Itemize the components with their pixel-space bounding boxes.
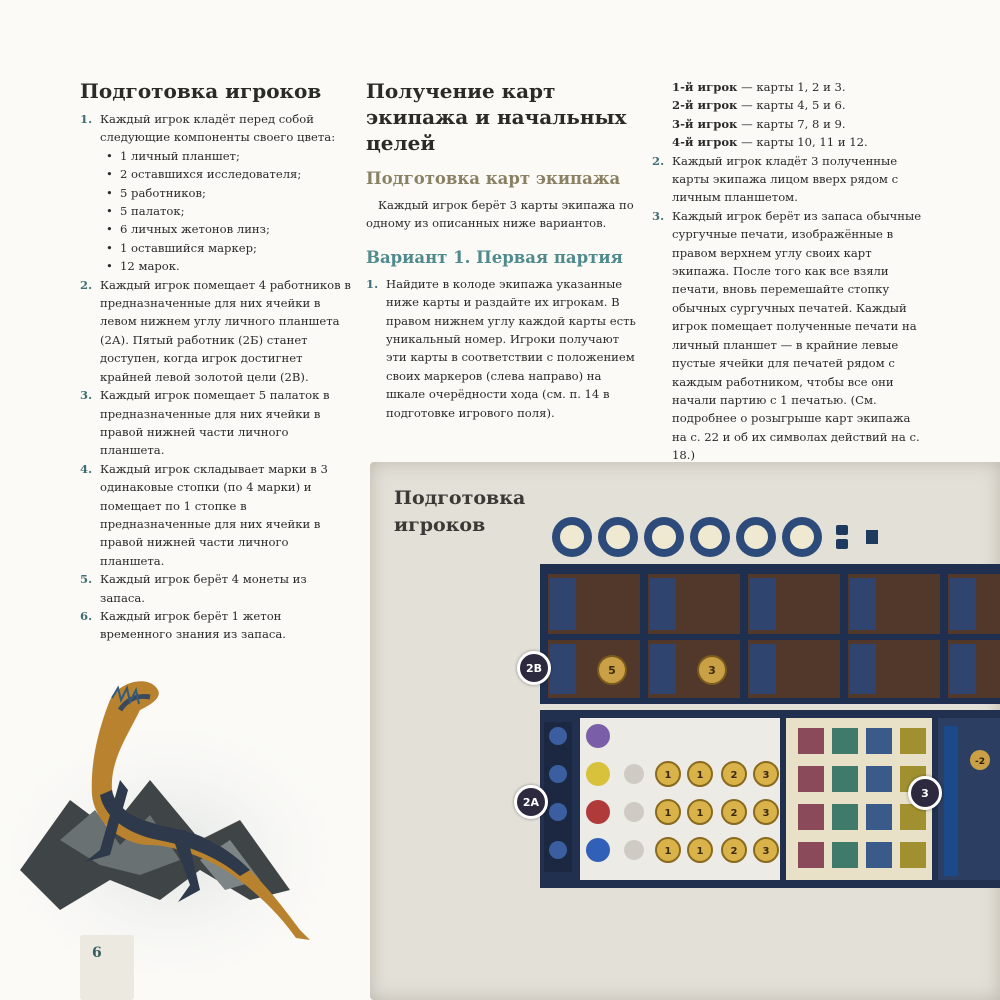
column-crew-cards — [366, 78, 638, 422]
variant-title: Вариант 1. Первая партия — [366, 247, 623, 267]
step-text: Каждый игрок помещает 5 палаток в предназначенные для них ячейки в правой нижней части личного планшета. — [100, 388, 330, 458]
cards-text: — карты 4, 5 и 6. — [737, 98, 846, 113]
step-text: Каждый игрок помещает 4 работников в предназначенные для них ячейки в левом нижнем углу личного планшета (2А). Пятый работник (2Б) станет доступен, когда игрок достигнет крайней левой золотой цели (2В). — [100, 277, 351, 384]
callout-2v-badge: 2В — [517, 651, 551, 685]
components-list — [100, 147, 352, 276]
step-number: 2. — [80, 277, 93, 292]
step-number: 1. — [366, 276, 379, 291]
list-item — [80, 276, 352, 386]
player-board-illustration — [540, 560, 1000, 890]
setup-steps-list — [80, 110, 352, 644]
step-text: Каждый игрок складывает марки в 3 одинаковые стопки (по 4 марки) и помещает по 1 стопке в предназначенные для них ячейки в правой нижней части личного планшета. — [100, 461, 328, 568]
cards-text: — карты 10, 11 и 12. — [737, 135, 868, 150]
step-number: 3. — [652, 208, 665, 223]
bullet-item: • 5 палаток; — [104, 202, 352, 220]
cards-text: — карты 7, 8 и 9. — [737, 116, 846, 131]
player-label: 1-й игрок — [672, 80, 738, 94]
lens-token-row — [548, 514, 888, 560]
player-label: 3-й игрок — [672, 116, 738, 131]
side-value: -2 — [975, 757, 985, 767]
cards-text: — карты 1, 2 и 3. — [737, 80, 846, 94]
coin-value: 3 — [762, 808, 770, 819]
dragon-illustration — [0, 640, 360, 980]
list-item — [80, 460, 352, 570]
bullet-item: • 6 личных жетонов линз; — [104, 220, 352, 238]
step-number: 3. — [80, 388, 93, 403]
step-text: Каждый игрок берёт 4 монеты из запаса. — [100, 572, 307, 605]
callout-3-badge: 3 — [908, 776, 942, 810]
goal-value: 3 — [708, 664, 716, 677]
coin-value: 3 — [762, 770, 770, 781]
card-assignment-line — [672, 78, 924, 96]
intro-paragraph: Каждый игрок берёт 3 карты экипажа по одному из описанных ниже вариантов. — [366, 198, 634, 231]
step-number: 4. — [80, 461, 93, 476]
crew-steps-list — [652, 152, 924, 465]
list-item — [80, 110, 352, 276]
list-item — [366, 275, 638, 422]
list-item — [652, 207, 924, 465]
coin-value: 1 — [664, 808, 672, 819]
list-item — [652, 152, 924, 207]
coin-value: 1 — [664, 846, 672, 857]
page-number: 6 — [92, 945, 102, 961]
player-label: 2-й игрок — [672, 98, 738, 113]
variant-steps-list — [366, 275, 638, 422]
step-text: Каждый игрок берёт 1 жетон временного знания из запаса. — [100, 608, 286, 642]
bullet-item: • 1 оставшийся маркер; — [104, 239, 352, 257]
coin-value: 1 — [696, 770, 704, 781]
card-assignment-line — [672, 115, 924, 133]
step-number: 2. — [652, 153, 665, 168]
step-text: Каждый игрок кладёт перед собой следующие компоненты своего цвета: — [100, 112, 336, 145]
card-assignment-line — [672, 133, 924, 151]
card-assignment-line — [672, 96, 924, 114]
step-number: 6. — [80, 608, 93, 623]
list-item — [80, 386, 352, 460]
coin-value: 1 — [696, 846, 704, 857]
column-player-setup — [80, 78, 352, 644]
bullet-item: • 2 оставшихся исследователя; — [104, 165, 352, 183]
subsection-title: Подготовка карт экипажа — [366, 169, 621, 188]
card-assignments — [652, 78, 924, 152]
step-number: 5. — [80, 572, 93, 587]
bullet-item: • 5 работников; — [104, 184, 352, 202]
step-text: Каждый игрок берёт из запаса обычные сургучные печати, изображённые в правом верхнем углу своих карт экипажа. После того как все взяли печати, вновь перемешайте стопку обычных сургучных печатей. Каждый игрок помещает полученные печати на личный планшет — в крайние левые пустые ячейки для печатей рядом с каждым работником, чтобы все они начали партию с 1 печатью. (См. подробнее о розыгрыше карт экипажа на с. 22 и об их символах действий на с. 18.) — [672, 208, 922, 463]
list-item — [80, 570, 352, 607]
coin-value: 3 — [762, 846, 770, 857]
section-title: Подготовка игроков — [80, 79, 322, 103]
coin-value: 2 — [730, 770, 738, 781]
step-text: Каждый игрок кладёт 3 полученные карты экипажа лицом вверх рядом с личным планшетом. — [672, 153, 899, 205]
callout-2a-badge: 2А — [514, 785, 548, 819]
coin-value: 1 — [696, 808, 704, 819]
column-crew-continued — [652, 78, 924, 465]
list-item — [80, 607, 352, 644]
player-label: 4-й игрок — [672, 135, 738, 150]
coin-value: 2 — [730, 846, 738, 857]
coin-value: 1 — [664, 770, 672, 781]
page-number-tab — [80, 935, 134, 1000]
coin-value: 2 — [730, 808, 738, 819]
step-number: 1. — [80, 112, 93, 126]
step-text: Найдите в колоде экипажа указанные ниже карты и раздайте их игрокам. В правом нижнем углу каждой карты есть уникальный номер. Игроки получают эти карты в соответствии с положением своих маркеров (слева направо) на шкале очерёдности хода (см. п. 14 в подготовке игрового поля). — [386, 276, 636, 420]
goal-value: 5 — [608, 664, 616, 677]
bullet-item: • 1 личный планшет; — [104, 147, 352, 165]
section-title: Получение карт экипажа и начальных целей — [366, 79, 627, 155]
illustration-title: Подготовка игроков — [394, 487, 526, 536]
bullet-item: • 12 марок. — [104, 257, 352, 275]
